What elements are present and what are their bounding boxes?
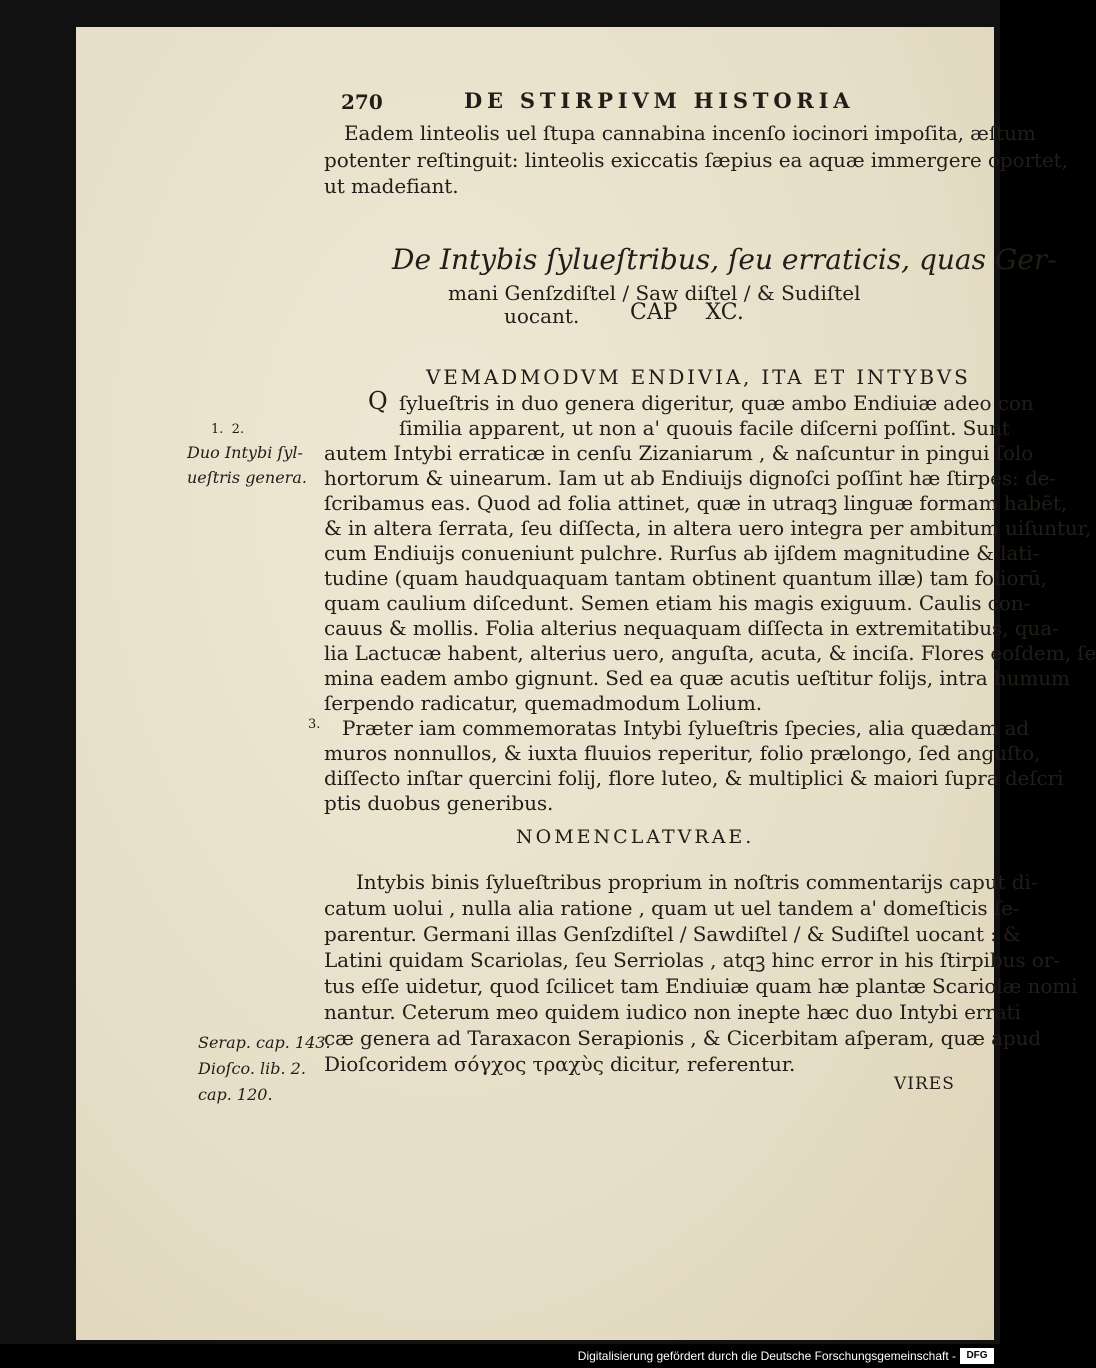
book-page [76,27,1096,1340]
body-line: ſimilia apparent, ut non a' quouis facile diſcerni poſſint. Sunt [399,416,1010,440]
nomen-line: cæ genera ad Taraxacon Serapionis , & Cicerbitam aſperam, quæ apud [324,1026,1042,1050]
chapter-number: CAP XC. [630,300,744,325]
intro-line: potenter reſtinguit: linteolis exiccatis ſæpius ea aquæ immergere oportet, [324,148,1068,172]
body-line: cauus & mollis. Folia alterius nequaquam diſſecta in extremitatibus, qua- [324,616,1059,640]
chapter-title: mani Genſzdiſtel / Saw diſtel / & Sudiſtel [448,281,861,305]
margin-note: ueſtris genera. [187,468,307,487]
page-number: 270 [341,90,383,114]
margin-note-numbers: 1. 2. [211,422,245,437]
body-line: autem Intybi erraticæ in cenſu Zizaniarum , & naſcuntur in pingui ſolo [324,441,1034,465]
body-line: & in altera ſerrata, ſeu diſſecta, in altera uero integra per ambitum uiſuntur, [324,516,1092,540]
drop-cap: Q [368,387,388,415]
intro-line: ut madefiant. [324,174,459,198]
margin-note-number: 3. [308,717,321,732]
margin-note: Dioſco. lib. 2. [198,1059,306,1078]
nomen-line: tus eſſe uidetur, quod ſcilicet tam Endiuiæ quam hæ plantæ Scariolæ nomi [324,974,1078,998]
body-line: hortorum & uinearum. Iam ut ab Endiuijs dignoſci poſſint hæ ſtirpes: de- [324,466,1057,490]
body-line: Præter iam commemoratas Intybi ſylueſtris ſpecies, alia quædam ad [342,716,1030,740]
intro-line: Eadem linteolis uel ſtupa cannabina incenſo iocinori impoſita, æſtum [344,121,1036,145]
nomen-line: parentur. Germani illas Genſzdiſtel / Sawdiſtel / & Sudiſtel uocant : & [324,922,1021,946]
nomen-line: Dioſcoridem σόγχος τραχὺς dicitur, referentur. [324,1052,796,1076]
body-line: muros nonnullos, & iuxta fluuios reperitur, folio prælongo, ſed anguſto, [324,741,1041,765]
margin-note: cap. 120. [198,1085,273,1104]
footer-credit: Digitalisierung gefördert durch die Deutsche Forschungsgemeinschaft - [577,1349,956,1363]
body-line: diſſecto inſtar quercini folij, flore luteo, & multiplici & maiori ſupra deſcri [324,766,1064,790]
chapter-title: uocant. [504,304,580,328]
nomen-line: Intybis binis ſylueſtribus proprium in noſtris commentarijs caput di- [356,870,1038,894]
catchword: VIRES [894,1074,955,1094]
nomen-line: catum uolui , nulla alia ratione , quam ut uel tandem a' domeſticis ſe- [324,896,1020,920]
footer-bar [0,1344,1000,1368]
body-line: cum Endiuijs conueniunt pulchre. Rurſus ab ijſdem magnitudine & lati- [324,541,1040,565]
running-head: DE STIRPIVM HISTORIA [464,88,855,113]
margin-note: Serap. cap. 143. [198,1033,331,1052]
body-line: mina eadem ambo gignunt. Sed ea quæ acutis ueſtitur folijs, intra humum [324,666,1070,690]
body-line: ſcribamus eas. Quod ad folia attinet, quæ in utraqꝫ linguæ formam habēt, [324,491,1068,515]
body-line: ſerpendo radicatur, quemadmodum Lolium. [324,691,762,715]
dfg-logo-icon: DFG [960,1348,994,1364]
chapter-title: De Intybis ſylueſtribus, ſeu erraticis, quas Ger- [392,243,1057,276]
body-line: lia Lactucæ habent, alterius uero, anguſta, acuta, & inciſa. Flores eoſdem, ſe [324,641,1096,665]
body-line: quam caulium diſcedunt. Semen etiam his magis exiguum. Caulis con- [324,591,1031,615]
margin-note: Duo Intybi ſyl- [187,443,303,462]
section-heading: NOMENCLATVRAE. [516,826,755,848]
body-line: VEMADMODVM ENDIVIA, ITA ET INTYBVS [426,365,971,389]
body-line: tudine (quam haudquaquam tantam obtinent quantum illæ) tam foliorū, [324,566,1047,590]
nomen-line: nantur. Ceterum meo quidem iudico non inepte hæc duo Intybi errati [324,1000,1021,1024]
nomen-line: Latini quidam Scariolas, ſeu Serriolas , atqꝫ hinc error in his ſtirpibus or- [324,948,1060,972]
body-line: ſylueſtris in duo genera digeritur, quæ ambo Endiuiæ adeo con [399,391,1034,415]
body-line: ptis duobus generibus. [324,791,554,815]
